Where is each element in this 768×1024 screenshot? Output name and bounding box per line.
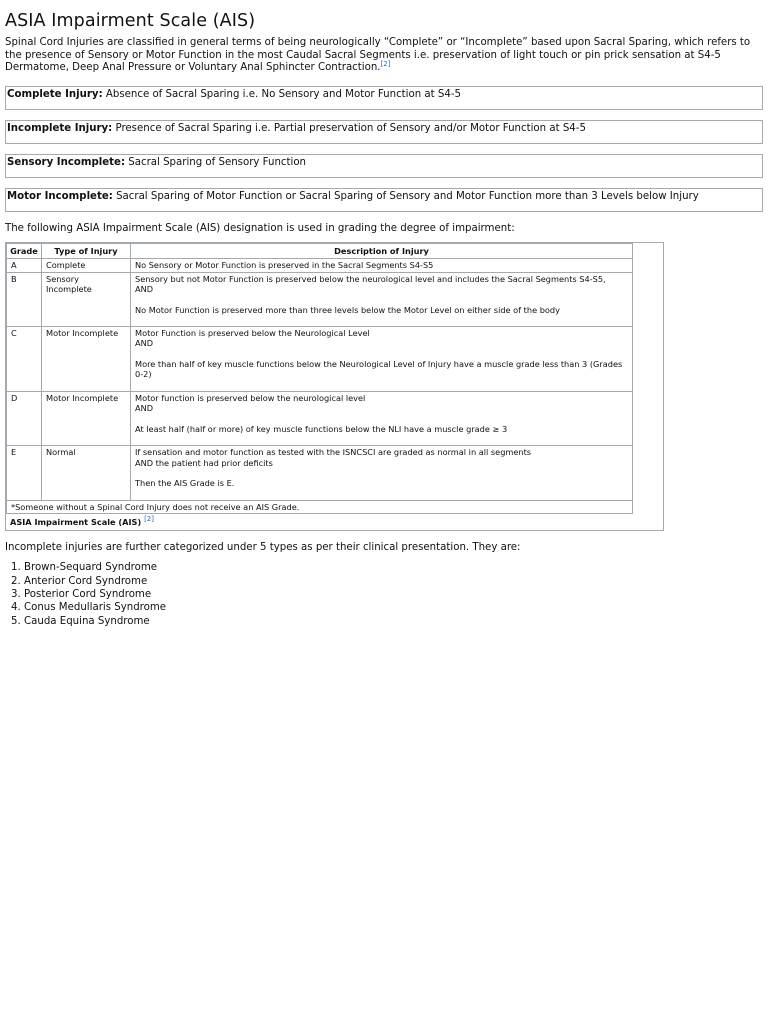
table-intro: The following ASIA Impairment Scale (AIS) designation is used in grading the degree of impairment: bbox=[5, 223, 515, 235]
definition-term: Incomplete Injury: bbox=[7, 123, 113, 135]
caption-citation-link[interactable]: [2] bbox=[144, 515, 154, 524]
header-type: Type of Injury bbox=[42, 244, 131, 259]
syndrome-list bbox=[5, 561, 763, 628]
citation-ref bbox=[381, 60, 391, 68]
description-line: AND bbox=[135, 284, 154, 294]
description-cell bbox=[131, 259, 633, 272]
description-cell bbox=[131, 327, 633, 392]
description-line: AND bbox=[135, 338, 154, 349]
page-title: ASIA Impairment Scale (AIS) bbox=[5, 11, 256, 31]
description-cell bbox=[131, 272, 633, 326]
definition-box bbox=[5, 86, 763, 110]
definition-term: Motor Incomplete: bbox=[7, 191, 113, 203]
definition-text: Absence of Sacral Sparing i.e. No Sensory and Motor Function at S4-5 bbox=[102, 89, 462, 101]
description-line: Sensory but not Motor Function is preserved below the neurological level and includes the Sacral Segments S4-S5, bbox=[135, 273, 606, 284]
definition-box bbox=[5, 154, 763, 178]
table-footnote-row bbox=[7, 500, 633, 513]
description-line: Then the AIS Grade is E. bbox=[135, 478, 235, 489]
description-line: More than half of key muscle functions below the Neurological Level of Injury have a muscle grade less than 3 (Grades 0-2) bbox=[135, 359, 623, 380]
definition-box bbox=[5, 120, 763, 144]
injury-type-cell: Motor Incomplete bbox=[42, 327, 131, 392]
list-item: 4. Conus Medullaris Syndrome bbox=[24, 601, 763, 614]
injury-type-cell: Normal bbox=[42, 446, 131, 500]
description-line: No Sensory or Motor Function is preserved in the Sacral Segments S4-S5 bbox=[135, 260, 434, 271]
description-spacer bbox=[135, 294, 628, 304]
list-item: 1. Brown-Sequard Syndrome bbox=[24, 561, 763, 574]
description-spacer bbox=[135, 434, 628, 444]
description-cell bbox=[131, 446, 633, 500]
description-line: No Motor Function is preserved more than three levels below the Motor Level on either side of the body bbox=[135, 304, 560, 315]
table-row bbox=[7, 391, 633, 445]
definition-term: Complete Injury: bbox=[7, 89, 103, 101]
intro-paragraph bbox=[5, 37, 763, 75]
description-spacer bbox=[135, 468, 628, 478]
citation-link[interactable]: [2] bbox=[380, 60, 391, 69]
definition-term: Sensory Incomplete: bbox=[7, 157, 126, 169]
description-spacer bbox=[135, 315, 628, 325]
table-row bbox=[7, 327, 633, 392]
description-line: AND bbox=[135, 403, 154, 414]
list-item: 5. Cauda Equina Syndrome bbox=[24, 615, 763, 628]
list-item: 2. Anterior Cord Syndrome bbox=[24, 575, 763, 588]
description-line: At least half (half or more) of key muscle functions below the NLI have a muscle grade ≥ 3 bbox=[135, 423, 508, 434]
description-line: AND the patient had prior deficits bbox=[135, 457, 273, 468]
grade-cell: D bbox=[7, 391, 42, 445]
injury-type-cell: Complete bbox=[42, 259, 131, 272]
grade-cell: E bbox=[7, 446, 42, 500]
definition-text: Presence of Sacral Sparing i.e. Partial preservation of Sensory and/or Motor Function at S4-5 bbox=[112, 123, 586, 135]
description-line: Motor function is preserved below the neurological level bbox=[135, 392, 366, 403]
definition-box bbox=[5, 188, 763, 212]
description-spacer bbox=[135, 414, 628, 424]
table-row bbox=[7, 446, 633, 500]
table-header-row bbox=[7, 244, 633, 259]
injury-type-cell: Sensory Incomplete bbox=[42, 272, 131, 326]
description-spacer bbox=[135, 349, 628, 359]
table-footnote: *Someone without a Spinal Cord Injury does not receive an AIS Grade. bbox=[7, 500, 633, 513]
table-row bbox=[7, 272, 633, 326]
grade-cell: B bbox=[7, 272, 42, 326]
definition-text: Sacral Sparing of Sensory Function bbox=[125, 157, 307, 169]
header-grade: Grade bbox=[7, 244, 42, 259]
intro-text: Spinal Cord Injuries are classified in general terms of being neurologically “Complete” or “Incomplete” based upon Sacral Sparing, which refers to the presence of Sensory or Motor Function in the most Caudal Sacral Segments i.e. preservation of light touch or pin prick sensation at S4-5 Dermatome, Deep Anal Pressure or Voluntary Anal Sphincter Contraction. bbox=[5, 37, 751, 74]
description-line: Motor Function is preserved below the Neurological Level bbox=[135, 328, 370, 339]
list-intro: Incomplete injuries are further categorized under 5 types as per their clinical presentation. They are: bbox=[5, 542, 521, 554]
description-spacer bbox=[135, 489, 628, 499]
definitions bbox=[5, 86, 763, 212]
description-cell bbox=[131, 391, 633, 445]
grade-cell: C bbox=[7, 327, 42, 392]
grade-cell: A bbox=[7, 259, 42, 272]
injury-type-cell: Motor Incomplete bbox=[42, 391, 131, 445]
table-row bbox=[7, 259, 633, 272]
description-spacer bbox=[135, 380, 628, 390]
list-item: 3. Posterior Cord Syndrome bbox=[24, 588, 763, 601]
description-line: If sensation and motor function as tested with the ISNCSCI are graded as normal in all segments bbox=[135, 447, 532, 458]
caption-citation-ref bbox=[144, 515, 154, 523]
header-description: Description of Injury bbox=[131, 244, 633, 259]
ais-table-figure bbox=[5, 242, 664, 531]
caption-text: ASIA Impairment Scale (AIS) bbox=[10, 517, 142, 528]
definition-text: Sacral Sparing of Motor Function or Sacral Sparing of Sensory and Motor Function more than 3 Levels below Injury bbox=[112, 191, 699, 203]
ais-table bbox=[6, 243, 633, 514]
table-caption bbox=[6, 514, 663, 530]
